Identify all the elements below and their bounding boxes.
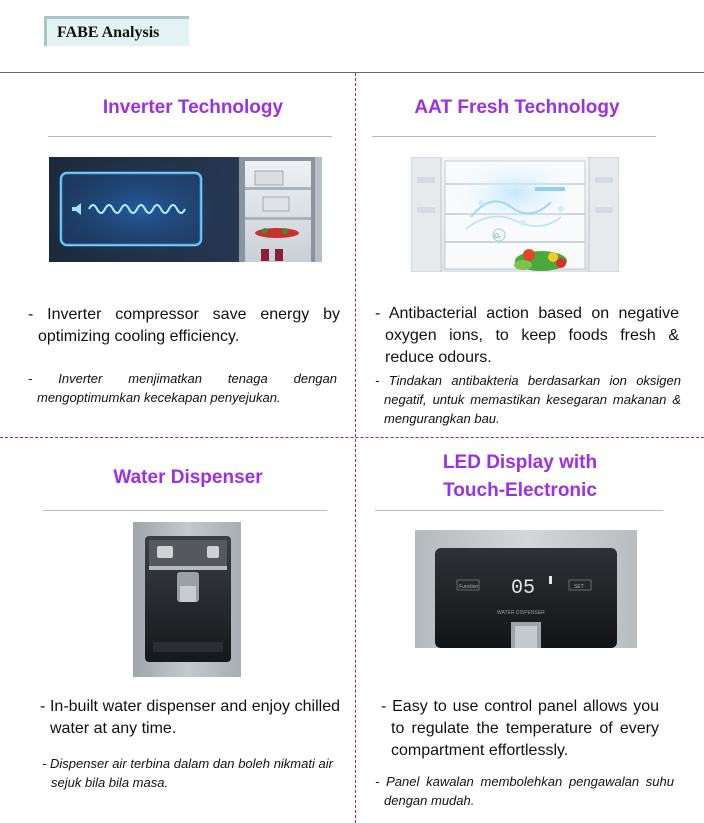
led-display-title-line1: LED Display with bbox=[442, 452, 598, 473]
led-display-description-ms: - Panel kawalan membolehkan pengawalan suhu dengan mudah. bbox=[375, 774, 674, 808]
led-display-title bbox=[375, 449, 665, 505]
led-display-title-line2: Touch-Electronic bbox=[443, 480, 597, 501]
aat-description-ms: - Tindakan antibakteria berdasarkan ion oksigen negatif, untuk memastikan kesegaran makanan & mengurangkan bau. bbox=[375, 373, 681, 426]
water-dispenser-description-en: - In-built water dispenser and enjoy chilled water at any time. bbox=[40, 698, 340, 737]
water-dispenser-panel-label: WATER DISPENSER bbox=[497, 610, 545, 616]
oxygen-ion-label: O₂ bbox=[494, 234, 501, 240]
water-dispenser-title: Water Dispenser bbox=[113, 467, 263, 488]
set-button-label: SET bbox=[574, 584, 584, 590]
fabe-analysis-label: FABE Analysis bbox=[57, 24, 160, 41]
inverter-technology-title: Inverter Technology bbox=[102, 97, 284, 118]
aat-description-en: - Antibacterial action based on negative oxygen ions, to keep foods fresh & reduce odours. bbox=[375, 305, 679, 366]
water-dispenser-image bbox=[133, 522, 241, 677]
fabe-analysis-tab bbox=[44, 16, 189, 46]
inverter-technology-image bbox=[49, 157, 322, 262]
vertical-divider bbox=[355, 73, 356, 823]
title-underline bbox=[48, 136, 332, 137]
temperature-readout: 05 bbox=[511, 577, 536, 600]
title-underline bbox=[43, 510, 327, 511]
horizontal-divider bbox=[0, 437, 704, 438]
function-button-label: Function bbox=[459, 584, 479, 590]
inverter-description-ms: - Inverter menjimatkan tenaga dengan mengoptimumkan kecekapan penyejukan. bbox=[28, 371, 337, 405]
aat-fresh-technology-title: AAT Fresh Technology bbox=[414, 97, 620, 118]
led-display-image bbox=[415, 530, 637, 648]
aat-fresh-technology-image bbox=[411, 157, 619, 272]
title-underline bbox=[372, 136, 656, 137]
title-underline bbox=[375, 510, 663, 511]
inverter-description-en: - Inverter compressor save energy by optimizing cooling efficiency. bbox=[28, 306, 340, 345]
led-display-description-en: - Easy to use control panel allows you to regulate the temperature of every compartment effortlessly. bbox=[381, 698, 659, 759]
top-rule bbox=[0, 72, 704, 73]
water-dispenser-description-ms: - Dispenser air terbina dalam dan boleh nikmati air sejuk bila bila masa. bbox=[42, 756, 333, 790]
